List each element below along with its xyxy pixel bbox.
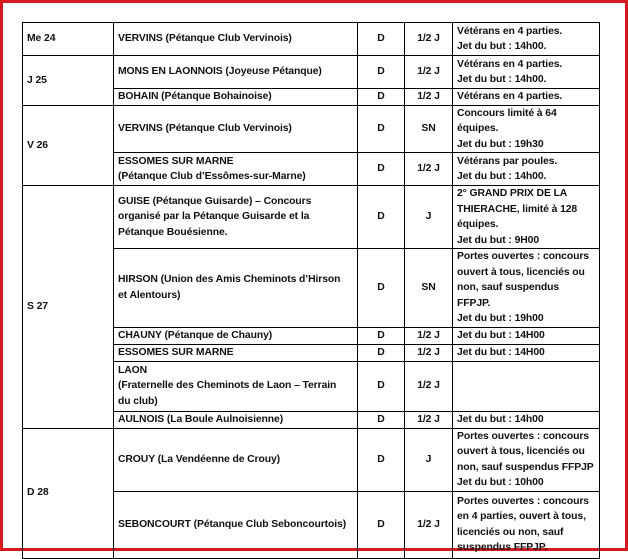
details-cell xyxy=(453,89,600,106)
venue-line: organisé par la Pétanque Guisarde et la xyxy=(118,211,310,223)
venue-cell xyxy=(114,344,358,361)
details-line: en 4 parties, ouvert à tous, xyxy=(457,511,586,522)
schedule-body xyxy=(23,23,600,559)
details-line: Portes ouvertes : concours xyxy=(457,495,589,507)
day-cell: J 25 xyxy=(23,56,114,106)
details-cell xyxy=(453,186,600,249)
category-cell: D xyxy=(358,89,405,106)
details-cell xyxy=(453,344,600,361)
details-line: Vétérans par poules. xyxy=(457,155,558,167)
details-line: licenciés ou non, sauf xyxy=(457,526,564,538)
venue-cell xyxy=(114,186,358,249)
venue-cell xyxy=(114,89,358,106)
venue-line: CHAUNY (Pétanque de Chauny) xyxy=(118,329,273,341)
venue-cell xyxy=(114,249,358,328)
details-cell xyxy=(453,361,600,411)
details-line: Jet du but : 14h00. xyxy=(457,171,547,182)
venue-line: CROUY (La Vendéenne de Crouy) xyxy=(118,453,281,465)
venue-line: (Fraternelle des Cheminots de Laon – Terrain xyxy=(118,380,337,392)
venue-cell xyxy=(114,56,358,89)
venue-line: Pétanque Bouésienne. xyxy=(118,226,228,238)
day-cell: S 27 xyxy=(23,186,114,429)
venue-cell xyxy=(114,428,358,491)
details-line: Vétérans en 4 parties. xyxy=(457,91,563,102)
details-line: Vétérans en 4 parties. xyxy=(457,58,563,70)
details-line: non, sauf suspendus FFPJP. xyxy=(457,282,560,309)
venue-line: (Pétanque Club d’Essômes-sur-Marne) xyxy=(118,171,306,182)
duration-cell: J xyxy=(405,428,453,491)
details-line: Jet du but : 14H00 xyxy=(457,346,545,358)
details-cell xyxy=(453,105,600,153)
category-cell: D xyxy=(358,491,405,558)
venue-cell xyxy=(114,23,358,56)
venue-line: ESSOMES SUR MARNE xyxy=(118,155,234,167)
details-line: Portes ouvertes : concours xyxy=(457,251,589,262)
duration-cell: 1/2 J xyxy=(405,23,453,56)
details-line: THIERACHE, limité à 128 xyxy=(457,203,578,215)
venue-cell xyxy=(114,327,358,344)
duration-cell: 1/2 J xyxy=(405,89,453,106)
details-cell xyxy=(453,428,600,491)
category-cell: D xyxy=(358,23,405,56)
details-line: non, sauf suspendus FFPJP xyxy=(457,461,594,473)
venue-cell xyxy=(114,361,358,411)
details-line: Jet du but : 14h00. xyxy=(457,41,547,52)
venue-line: VERVINS (Pétanque Club Vervinois) xyxy=(118,33,292,45)
category-cell: D xyxy=(358,327,405,344)
venue-line: SEBONCOURT (Pétanque Club Seboncourtois) xyxy=(118,518,347,530)
venue-line: AULNOIS (La Boule Aulnoisienne) xyxy=(118,413,284,425)
details-line: Jet du but : 14h00. xyxy=(457,74,547,85)
duration-cell: J xyxy=(405,186,453,249)
venue-cell xyxy=(114,491,358,558)
details-line: 2° GRAND PRIX DE LA xyxy=(457,188,568,199)
details-line: Jet du but : 9H00 xyxy=(457,234,540,246)
venue-line: HIRSON (Union des Amis Cheminots d’Hirson xyxy=(118,274,341,286)
table-row xyxy=(23,186,600,249)
table-row xyxy=(23,105,600,153)
duration-cell: 1/2 J xyxy=(405,153,453,186)
venue-line: MONS EN LAONNOIS (Joyeuse Pétanque) xyxy=(118,66,322,78)
details-line: ouvert à tous, licenciés ou xyxy=(457,266,585,278)
venue-line: du club) xyxy=(118,395,158,407)
duration-cell: SN xyxy=(405,105,453,153)
category-cell: D xyxy=(358,411,405,428)
details-line: Vétérans en 4 parties. xyxy=(457,25,563,37)
duration-cell: 1/2 J xyxy=(405,491,453,558)
details-cell xyxy=(453,153,600,186)
category-cell: D xyxy=(358,105,405,153)
category-cell: D xyxy=(358,56,405,89)
details-cell xyxy=(453,411,600,428)
day-cell: D 28 xyxy=(23,428,114,558)
duration-cell: 1/2 J xyxy=(405,344,453,361)
duration-cell: 1/2 J xyxy=(405,361,453,411)
duration-cell: 1/2 J xyxy=(405,327,453,344)
venue-line: GUISE (Pétanque Guisarde) – Concours xyxy=(118,195,312,207)
details-line: Jet du but : 19h00 xyxy=(457,313,544,324)
category-cell: D xyxy=(358,361,405,411)
venue-line: BOHAIN (Pétanque Bohainoise) xyxy=(118,91,272,102)
duration-cell: 1/2 J xyxy=(405,411,453,428)
venue-line: ESSOMES SUR MARNE xyxy=(118,346,234,358)
details-cell xyxy=(453,491,600,558)
details-line: suspendus FFPJP. xyxy=(457,542,548,553)
venue-cell xyxy=(114,411,358,428)
category-cell: D xyxy=(358,186,405,249)
venue-line: et Alentours) xyxy=(118,289,181,301)
details-cell xyxy=(453,327,600,344)
details-line: équipes. xyxy=(457,219,499,230)
details-line: Jet du but : 14H00 xyxy=(457,329,545,341)
day-cell: V 26 xyxy=(23,105,114,186)
category-cell: D xyxy=(358,249,405,328)
category-cell: D xyxy=(358,153,405,186)
details-line: ouvert à tous, licenciés ou xyxy=(457,446,585,457)
duration-cell: SN xyxy=(405,249,453,328)
table-row xyxy=(23,56,600,89)
venue-cell xyxy=(114,153,358,186)
details-line: Jet du but : 19h30 xyxy=(457,138,544,150)
details-line: Concours limité à 64 xyxy=(457,107,557,119)
details-line: équipes. xyxy=(457,123,499,134)
category-cell: D xyxy=(358,428,405,491)
details-line: Jet du but : 14h00 xyxy=(457,413,544,425)
category-cell: D xyxy=(358,344,405,361)
details-cell xyxy=(453,23,600,56)
day-cell: Me 24 xyxy=(23,23,114,56)
table-row xyxy=(23,23,600,56)
duration-cell: 1/2 J xyxy=(405,56,453,89)
details-line: Portes ouvertes : concours xyxy=(457,430,589,442)
details-cell xyxy=(453,249,600,328)
venue-cell xyxy=(114,105,358,153)
details-line: Jet du but : 10h00 xyxy=(457,477,544,488)
schedule-table xyxy=(22,22,600,559)
venue-line: LAON xyxy=(118,364,148,376)
venue-line: VERVINS (Pétanque Club Vervinois) xyxy=(118,123,292,134)
table-row xyxy=(23,428,600,491)
details-cell xyxy=(453,56,600,89)
